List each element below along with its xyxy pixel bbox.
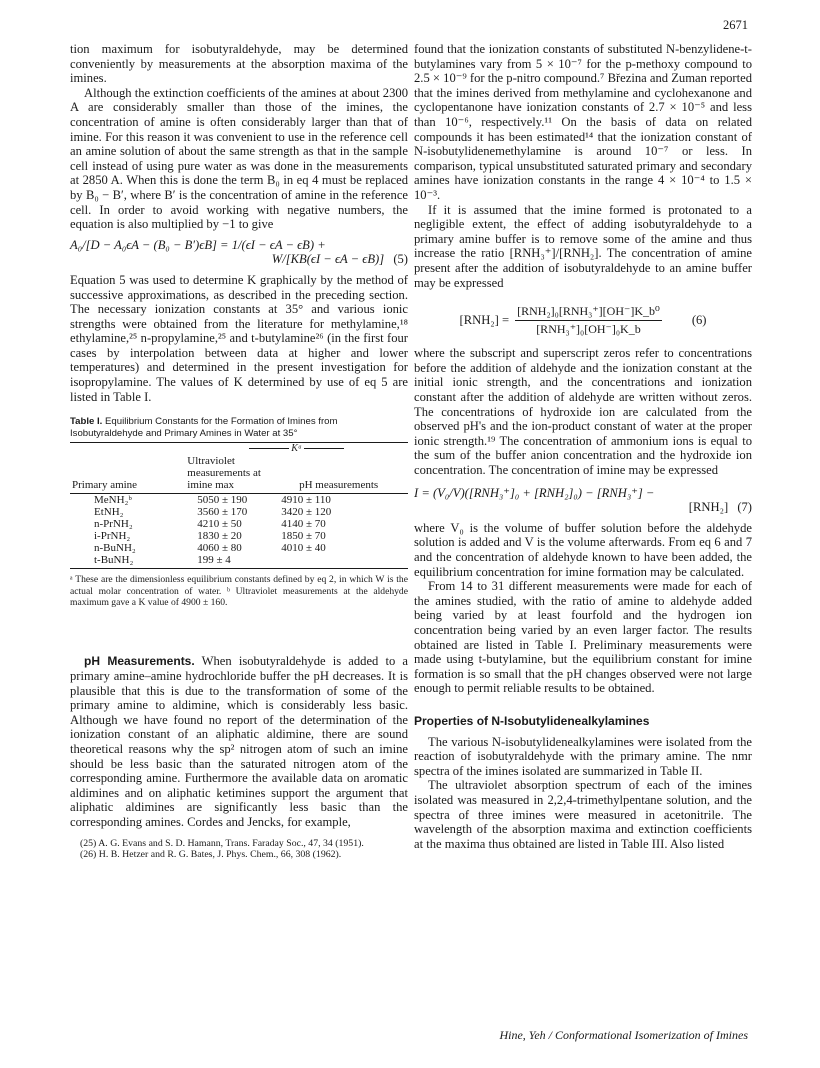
equation-5 [70, 238, 408, 267]
table-1 [70, 442, 408, 569]
paragraph: where V₀ is the volume of buffer solution before the aldehyde solution is added and V is the volume afterwards. From eq 6 and 7 and the concentration of aldehyde known to have been added, the equilibrium concentration for imine formation may be calculated. [414, 520, 752, 579]
running-footer: Hine, Yeh / Conformational Isomerization of Imines [499, 1028, 748, 1042]
reference: (25) A. G. Evans and S. D. Hamann, Trans. Faraday Soc., 47, 34 (1951). [80, 837, 364, 849]
equation-number: (6) [691, 312, 707, 327]
equation-7 [414, 486, 752, 515]
table-title: Equilibrium Constants for the Formation of Imines from Isobutyraldehyde and Primary Amines in Water at 35° [70, 416, 338, 439]
paragraph: Although the extinction coefficients of the amines at about 2300 A are considerably smaller than those of the imines, the concentration of amine is often considerably larger than that of imine. For this reason it was convenient to use in the reference cell an amine solution of about the same strength as that in the sample cell instead of using pure water as was done in the measurements at 2850 A. When this is done the term B₀ in eq 4 must be replaced by B₀ − B′, where B′ is the concentration of amine in the reference cell. In order to avoid working with negative numbers, the equation is also multiplied by −1 to give [70, 85, 408, 232]
paragraph: From 14 to 31 different measurements were made for each of the amines studied, with the ratio of amine to aldehyde added being varied by at least fourfold and the hydrogen ion concentration being varied by an even larger factor. The results obtained are listed in Table I. Preliminary measurements were made using t-butylamine, but the equilibrium constant for imine formation is so small that the pH changes observed were not large enough to permit reliable results to be obtained. [414, 579, 752, 696]
paragraph-text: When isobutyraldehyde is added to a primary amine–amine hydrochloride buffer the pH decreases. It is plausible that this is due to the transformation of some of the primary amine to aldimine, which is considerably less basic. Although we have found no report of the determination of the ionization constant of an aliphatic aldimine, there are sound theoretical reasons why the sp² nitrogen atom of such an imine should be less basic than the saturated nitrogen atom of the corresponding amine. Furthermore the available data on aromatic aldimines and on aliphatic ketimines support the argument that aliphatic aldimines are significantly less basic than the corresponding amines. Cordes and Jencks, for example, [70, 654, 409, 829]
right-column [414, 42, 752, 851]
paragraph: found that the ionization constants of substituted N-benzylidene-t-butylamines vary from 5 × 10⁻⁷ for the p-methoxy compound to 2.5 × 10⁻⁹ for the p-nitro compound.⁷ Březina and Zuman reported that the imines derived from methylamine and cyclohexanone and cyclopentanone have ionization constants of 2.7 × 10⁻⁵ and less than 10⁻⁶, respectively.¹¹ On the basis of data on related compounds it has been estimated¹⁴ that the ionization constant of N-isobutylidenemethylamine is around 10⁻⁷ or less. In comparison, typical unsubstituted saturated primary and secondary amines have ionization constants in the range 4 × 10⁻⁴ to 1.5 × 10⁻³. [414, 42, 752, 202]
paragraph: tion maximum for isobutyraldehyde, may be determined conveniently by measurements at the absorption maxima of the imines. [70, 42, 408, 86]
equation-fraction [515, 304, 662, 336]
equation-number: (7) [737, 500, 752, 515]
section-heading: pH Measurements. [84, 654, 195, 669]
fraction-numerator: [RNH₂]₀[RNH₃⁺][OH⁻]K_b⁰ [515, 304, 662, 321]
section-heading: Properties of N-Isobutylidenealkylamines [414, 713, 650, 728]
table-label: Table I. [70, 416, 103, 428]
column-header: pH measurements [269, 455, 408, 494]
equation-line [414, 500, 752, 515]
paragraph: The various N-isobutylidenealkylamines were isolated from the reaction of isobutyraldehyde with the primary amine. The nmr spectra of the imines isolated are summarized in Table II. [414, 734, 752, 778]
table-row: i-PrNH₂ 1830 ± 20 1850 ± 70 [94, 530, 326, 543]
references [70, 838, 408, 861]
equation-text: [RNH₂] [688, 500, 729, 515]
column-header: Primary amine [70, 455, 185, 494]
equation-lhs: [RNH₂] = [459, 312, 510, 327]
table-row: n-BuNH₂ 4060 ± 80 4010 ± 40 [94, 542, 326, 555]
equation-text: W/[KB(ϵI − ϵA − ϵB)] [271, 252, 385, 267]
paragraph: where the subscript and superscript zeros refer to concentrations before the addition of aldehyde and the ionization constant at the initial ionic strength, and the concentrations and ionization constant after the addition of aldehyde are written without zeros. The concentrations of hydroxide ion are calculated from the observed pH's and the ion-product constant of water at the proper ionic strength.¹⁹ The concentration of ammonium ions is equal to the sum of the buffer anion concentration and the hydroxide ion concentration. The concentration of imine may be expressed [414, 346, 752, 478]
page-number: 2671 [723, 18, 748, 32]
table-k-header: Kᵃ [185, 443, 408, 456]
fraction-denominator: [RNH₃⁺]₀[OH⁻]₀K_b [536, 321, 641, 336]
paragraph: The ultraviolet absorption spectrum of each of the imines isolated was measured in 2,2,4-trimethylpentane solution, and the spectra of three imines were measured in acetonitrile. The wavelength of the absorption maxima and extinction coefficients at the maxima thus obtained are listed in Table III. Also listed [414, 778, 752, 851]
column-header: Ultraviolet measurements at imine max [185, 455, 269, 494]
table-row: EtNH₂ 3560 ± 170 3420 ± 120 [94, 506, 332, 519]
table-row: t-BuNH₂ 199 ± 4 [70, 554, 408, 569]
equation-line: A₀/[D − A₀ϵA − (B₀ − B′)ϵB] = 1/(ϵI − ϵA − ϵB) + [70, 237, 326, 252]
equation-number: (5) [393, 252, 408, 267]
paragraph: Equation 5 was used to determine K graphically by the method of successive approximations, as described in the preceding section. The necessary ionization constants at 35° and various ionic strengths were obtained from the literature for methylamine,¹⁸ ethylamine,²⁵ n-propylamine,²⁵ and t-butylamine²⁶ (in the first four cases by interpolation between data at higher and lower temperatures) and determined in the present investigation for isopropylamine. The values of K determined by use of eq 5 are listed in Table I. [70, 272, 408, 404]
table-footnote: ᵃ These are the dimensionless equilibrium constants defined by eq 2, in which W is the actual molar concentration of water. ᵇ Ultraviolet measurements at the aldehyde maximum gave a K value of 4900 ± 160. [70, 574, 408, 609]
left-column [70, 42, 408, 861]
equation-6 [414, 304, 752, 336]
paragraph: If it is assumed that the imine formed is protonated to a negligible extent, the effect of adding isobutyraldehyde to a primary amine buffer is to remove some of the amine and thus increase the ratio [RNH₃⁺]/[RNH₂]. The concentration of amine present after the addition of isobutyraldehyde to an amine buffer may be expressed [414, 202, 752, 290]
table-row: MeNH₂ᵇ 5050 ± 190 4910 ± 110 [94, 494, 331, 507]
paragraph [70, 654, 408, 829]
equation-line [70, 252, 408, 267]
table-caption [70, 416, 408, 439]
reference: (26) H. B. Hetzer and R. G. Bates, J. Phys. Chem., 66, 308 (1962). [80, 849, 342, 861]
equation-line: I = (V₀/V)([RNH₃⁺]₀ + [RNH₂]₀) − [RNH₃⁺] − [414, 485, 655, 500]
table-row: n-PrNH₂ 4210 ± 50 4140 ± 70 [94, 518, 326, 531]
